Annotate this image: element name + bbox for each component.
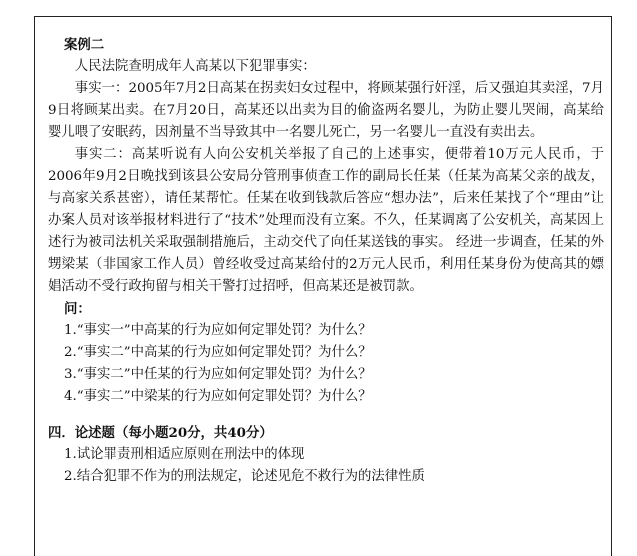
question-item: 3.“事实二”中任某的行为应如何定罪处罚？为什么？ <box>64 367 372 382</box>
fact-two-paragraph: 事实二：高某听说有人向公安机关举报了自己的上述事实，便带着10万元人民币，于2006年9月2日晚找到该县公安局分管刑事侦查工作的副局长任某（任某为高某父亲的战友，与高家关系甚密），请任某帮忙。任某在收到钱款后答应“想办法”，后来任某找了个“理由”让办案人员对该举报材料进行了“技术”处理而没有立案。不久，任某调离了公安机关，高某因上述行为被司法机关采取强制措施后，主动交代了向任某送钱的事实。 经进一步调查，任某的外甥梁某（非国家工作人员）曾经收受过高某给付的2万元人民币，利用任某身份为使高其的嫖娼活动不受行政拘留与相关干警打过招呼，但高某还是被罚款。 <box>48 147 604 294</box>
section-four-heading: 四．论述题（每小题20分，共40分） <box>48 425 273 441</box>
question-item: 1.“事实一”中高某的行为应如何定罪处罚？为什么？ <box>64 323 372 338</box>
case-intro: 人民法院查明成年人高某以下犯罪事实： <box>74 59 316 74</box>
question-item: 4.“事实二”中梁某的行为应如何定罪处罚？为什么？ <box>64 389 372 404</box>
essay-question-item: 2.结合犯罪不作为的刑法规定，论述见危不救行为的法律性质 <box>64 469 425 484</box>
question-heading: 问： <box>64 301 91 317</box>
document-body <box>48 34 604 488</box>
fact-one-paragraph: 事实一：2005年7月2日高某在拐卖妇女过程中，将顾某强行奸淫，后又强迫其卖淫，7月9日将顾某出卖。在7月20日，高某还以出卖为目的偷盗两名婴儿，为防止婴儿哭闹，高某给婴儿喂了安眠药，因剂量不当导致其中一名婴儿死亡，另一名婴儿一直没有卖出去。 <box>48 81 604 140</box>
question-item: 2.“事实二”中高某的行为应如何定罪处罚？为什么？ <box>64 345 372 360</box>
essay-question-item: 1.试论罪责刑相适应原则在刑法中的体现 <box>64 447 305 462</box>
case-title: 案例二 <box>64 37 105 53</box>
